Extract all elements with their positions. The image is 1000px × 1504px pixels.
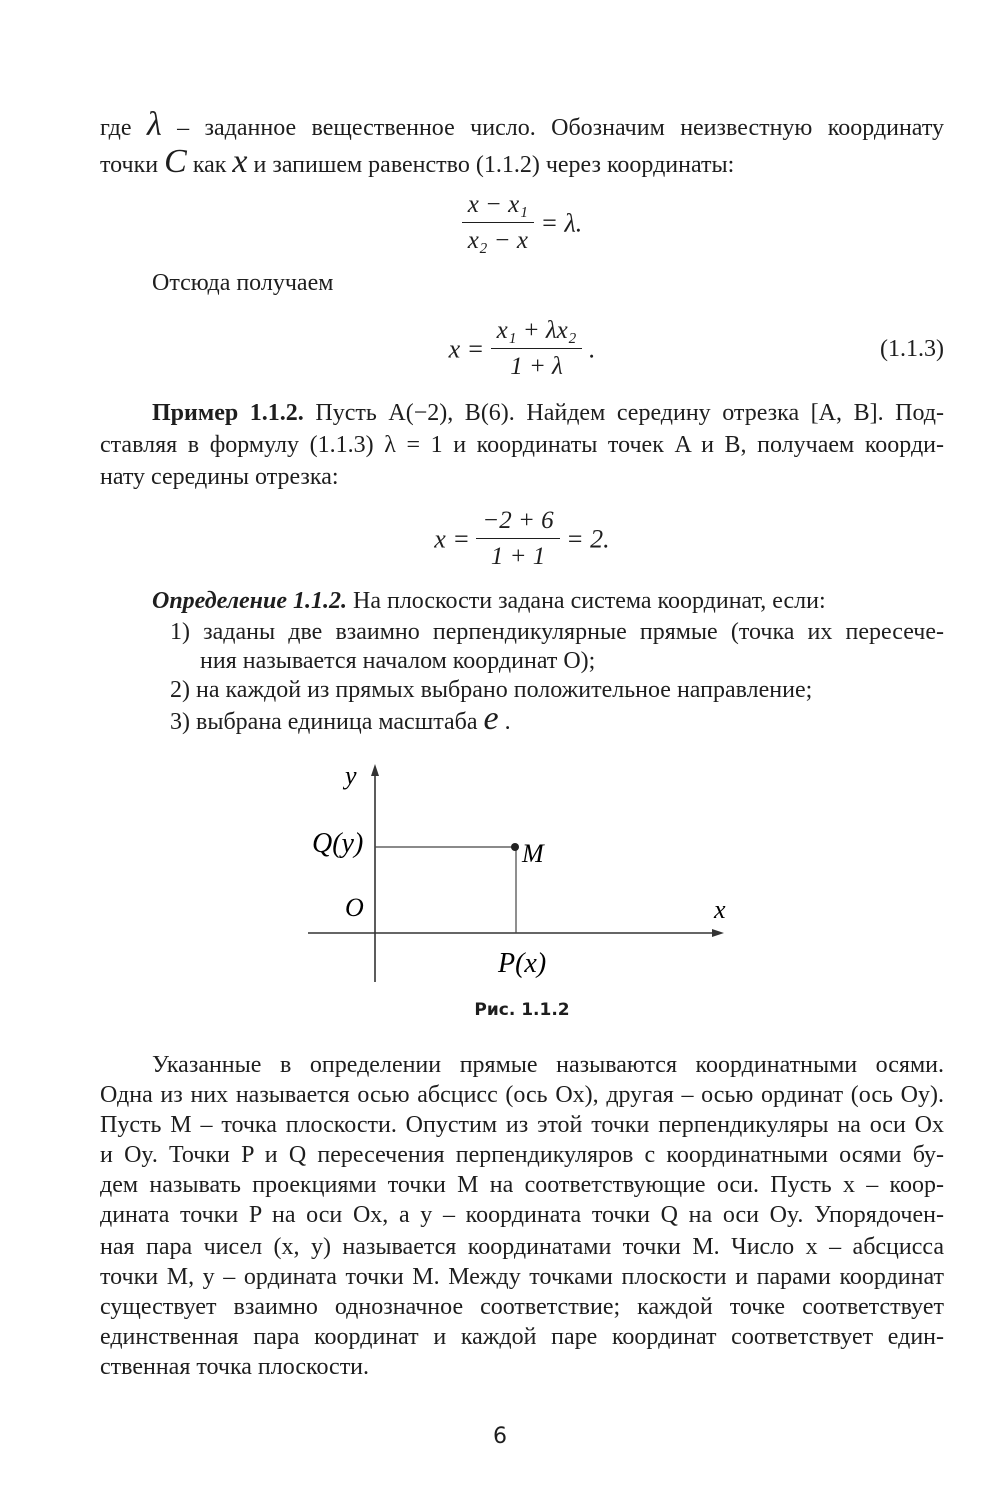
final-line: единственная пара координат и каждой паре координат соответствует един-	[100, 1324, 944, 1350]
intro-text: и запишем равенство (1.1.2) через координаты:	[253, 152, 735, 178]
formula-1-1-3	[100, 314, 944, 385]
example-label: Пример 1.1.2.	[152, 400, 304, 426]
fraction	[462, 188, 534, 259]
definition-item: .	[504, 709, 511, 735]
formula-midpoint	[100, 504, 944, 575]
equation-number: (1.1.3)	[880, 336, 944, 362]
final-line: Пусть M – точка плоскости. Опустим из этой точки перпендикуляры на оси Ox	[100, 1112, 944, 1138]
page-number: 6	[493, 1424, 507, 1449]
final-line: дем называть проекциями точки M на соответствующие оси. Пусть x – коор-	[100, 1172, 944, 1198]
label-x: x	[714, 895, 726, 924]
formula-lhs: x =	[434, 524, 470, 554]
formula-lhs: x =	[448, 334, 485, 364]
definition-item-2	[170, 675, 944, 705]
intro-text: как	[192, 152, 227, 178]
definition-item: 3) выбрана единица масштаба	[170, 709, 478, 735]
fraction-denominator: 1 + 1	[490, 543, 546, 570]
intro-text: точки	[100, 152, 159, 178]
formula-dot: .	[588, 334, 596, 364]
fraction	[491, 314, 583, 385]
fraction-numerator: x − x₁	[462, 188, 534, 223]
example-line-1	[152, 398, 944, 428]
fraction-denominator: 1 + λ	[510, 353, 563, 380]
label-origin: O	[345, 893, 364, 922]
final-line: существует взаимно однозначное соответствие; каждой точке соответствует	[100, 1294, 944, 1320]
definition-label: Определение 1.1.2.	[152, 588, 347, 614]
scale-unit-symbol: e	[483, 700, 499, 737]
figure-caption: Рис. 1.1.2	[474, 1000, 570, 1020]
example-line-3	[100, 462, 944, 492]
definition-item: 1) заданы две взаимно перпендикулярные прямые (точка их пересече-	[170, 619, 944, 645]
definition-head	[152, 586, 944, 616]
coordinate-figure	[0, 750, 1000, 1000]
definition-text: На плоскости задана система координат, если:	[353, 588, 826, 614]
fraction-numerator: −2 + 6	[476, 504, 559, 539]
intro-line-1	[100, 106, 945, 143]
formula-rhs: = λ.	[540, 208, 583, 238]
label-qy: Q(y)	[312, 828, 364, 859]
final-line: дината точки P на оси Ox, а y – координата точки Q на оси Oy. Упорядочен-	[100, 1202, 944, 1228]
definition-item-1a	[170, 617, 944, 647]
fraction-numerator: x₁ + λx₂	[491, 314, 583, 349]
final-line: и Oy. Точки P и Q пересечения перпендикуляров с координатными осями бу-	[100, 1142, 944, 1168]
final-line: Указанные в определении прямые называются координатными осями.	[152, 1052, 944, 1078]
y-axis-arrow	[371, 764, 379, 776]
definition-item: ния называется началом координат O);	[200, 648, 596, 674]
example-text: ставляя в формулу (1.1.3) λ = 1 и координаты точек A и B, получаем коорди-	[100, 432, 944, 458]
label-px: P(x)	[498, 948, 547, 979]
intro-text: где	[100, 115, 132, 141]
example-text: нату середины отрезка:	[100, 464, 339, 490]
example-text: Пусть A(−2), B(6). Найдем середину отрезка [A, B]. Под-	[315, 400, 945, 426]
example-line-2	[100, 430, 944, 460]
point-m	[511, 843, 519, 851]
definition-item-1b	[200, 646, 944, 676]
label-y: y	[345, 761, 357, 790]
lambda-symbol: λ	[146, 106, 162, 143]
text-hence	[152, 268, 944, 298]
x-symbol: x	[232, 143, 248, 180]
final-line: Одна из них называется осью абсцисс (ось Ox), другая – осью ординат (ось Oy).	[100, 1082, 944, 1108]
hence-text: Отсюда получаем	[152, 270, 334, 296]
definition-item-3	[170, 700, 944, 737]
fraction	[476, 504, 559, 575]
definition-item: 2) на каждой из прямых выбрано положительное направление;	[170, 677, 813, 703]
final-line: точки M, y – ордината точки M. Между точками плоскости и парами координат	[100, 1264, 944, 1290]
formula-rhs: = 2.	[566, 524, 610, 554]
fraction-denominator: x₂ − x	[467, 227, 528, 254]
formula-ratio	[100, 188, 944, 259]
x-axis-arrow	[712, 929, 724, 937]
point-c-symbol: C	[164, 143, 187, 180]
intro-line-2	[100, 143, 944, 180]
intro-text: – заданное вещественное число. Обозначим неизвестную координату	[177, 115, 945, 141]
label-m: M	[522, 839, 544, 868]
final-line: ная пара чисел (x, y) называется координатами точки M. Число x – абсцисса	[100, 1234, 944, 1260]
final-line: ственная точка плоскости.	[100, 1354, 370, 1380]
